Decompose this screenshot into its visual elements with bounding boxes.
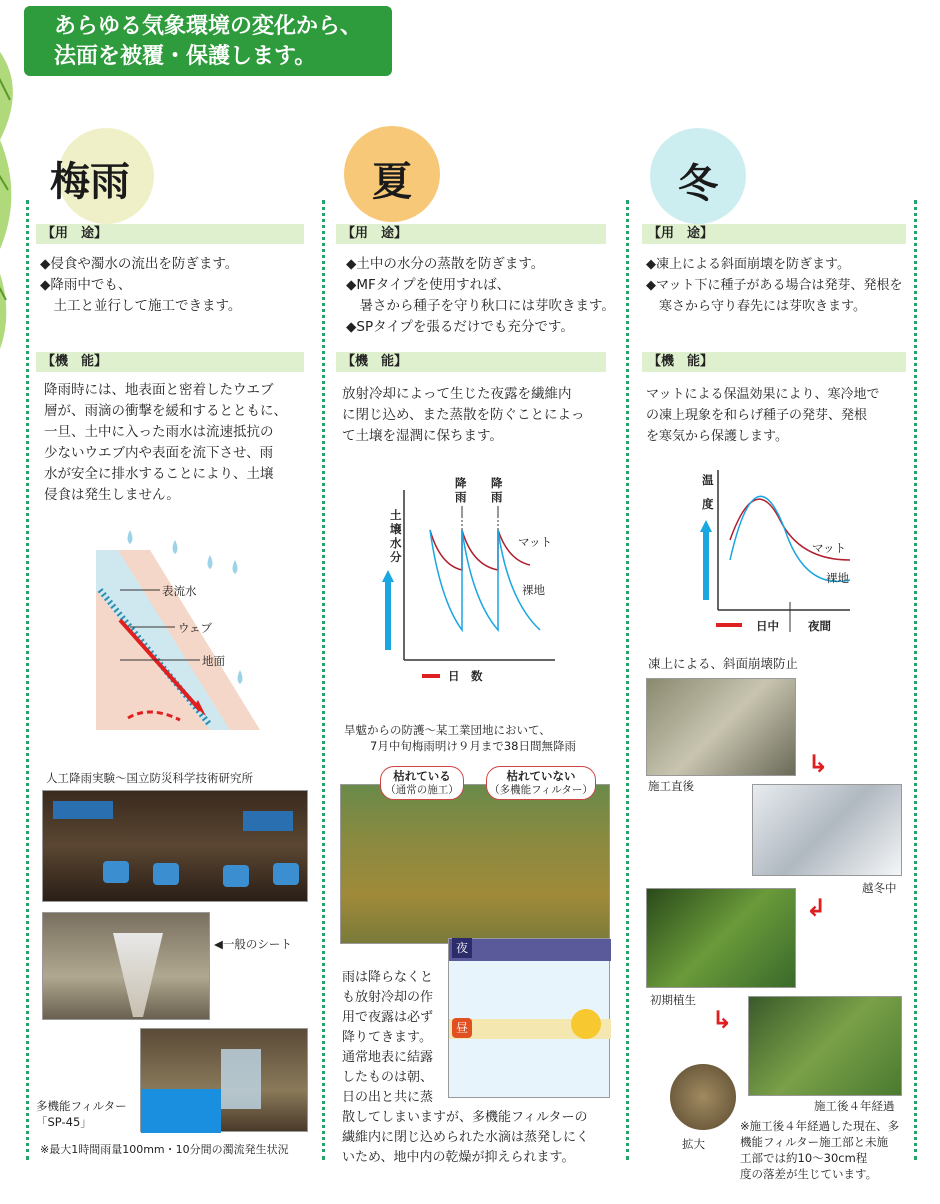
arrow-step-1: ↳ — [808, 750, 829, 778]
title-line-2: 法面を被覆・保護します。 — [54, 44, 317, 69]
label-wintering: 越冬中 — [862, 881, 897, 895]
photo-just-installed — [646, 678, 796, 776]
use-item: ◆土中の水分の蒸散を防ぎます。 — [346, 256, 545, 272]
chart-rain-1: 降雨 — [455, 476, 467, 504]
func-header-natsu: 【機 能】 — [336, 352, 606, 372]
chart-x-daytime: 日中 — [756, 619, 779, 633]
func-line: 一旦、土中に入った雨水は流速抵抗の — [44, 424, 274, 440]
func-line: 放射冷却によって生じた夜露を繊維内 — [342, 386, 572, 402]
chart-legend-mat-winter: マット — [812, 541, 847, 555]
callout-dead-line1: 枯れている — [393, 769, 451, 783]
label-filter-1: 多機能フィルター — [36, 1099, 127, 1113]
use-item: ◆マット下に種子がある場合は発芽、発根を — [646, 278, 903, 293]
label-four-years: 施工後４年経過 — [814, 1099, 895, 1113]
page-title — [24, 6, 392, 76]
photo-caption-natsu-2: 7月中旬梅雨明け９月まで38日間無降雨 — [370, 739, 576, 753]
column-divider — [322, 200, 325, 1160]
use-header-natsu: 【用 途】 — [336, 224, 606, 244]
photo-filter-sp45 — [140, 1028, 308, 1132]
note-line: 機能フィルター施工部と未施 — [740, 1135, 889, 1149]
label-normal-sheet: ◀一般のシート — [214, 937, 292, 951]
season-title-fuyu: 冬 — [678, 160, 718, 207]
func-text-natsu — [342, 384, 618, 447]
label-initial-vegetation: 初期植生 — [650, 993, 696, 1007]
use-item: 寒さから守り春先には芽吹きます。 — [646, 299, 866, 314]
callout-alive — [486, 766, 596, 800]
season-title-tsuyu: 梅雨 — [50, 158, 130, 205]
photo-rain-experiment — [42, 790, 308, 902]
use-header-tsuyu: 【用 途】 — [36, 224, 304, 244]
use-item: ◆SPタイプを張るだけでも充分です。 — [346, 319, 574, 335]
callout-alive-line2: （多機能フィルター） — [489, 784, 593, 796]
column-divider — [626, 200, 629, 1160]
title-line-1: あらゆる気象環境の変化から、 — [54, 14, 363, 39]
desc-line: 降りてきます。 — [342, 1030, 432, 1045]
func-line: に閉じ込め、また蒸散を防ぐことによっ — [342, 407, 585, 423]
note-line: 度の落差が生じています。 — [740, 1167, 878, 1181]
callout-alive-line1: 枯れていない — [506, 769, 576, 783]
callout-dead-line2: （通常の施工） — [385, 784, 459, 796]
func-line: 降雨時には、地表面と密着したウエブ — [44, 382, 274, 398]
chart-legend-bare-winter: 裸地 — [826, 571, 849, 585]
func-header-tsuyu: 【機 能】 — [36, 352, 304, 372]
chart-ylabel-temp: 温度 — [702, 473, 714, 511]
column-divider — [914, 200, 917, 1160]
desc-line: いため、地中内の乾燥が抑えられます。 — [342, 1150, 575, 1165]
desc-line: したものは朝、 — [342, 1070, 434, 1085]
column-divider — [26, 200, 29, 1160]
use-list-natsu — [346, 254, 615, 338]
desc-line: 用で夜露は必ず — [342, 1010, 434, 1025]
night-day-description — [342, 968, 612, 1168]
note-fuyu — [740, 1118, 912, 1182]
soil-moisture-chart — [380, 470, 560, 680]
func-line: 侵食は発生しません。 — [44, 487, 180, 503]
use-item: ◆凍上による斜面崩壊を防ぎます。 — [646, 257, 850, 272]
label-day: 昼 — [452, 1018, 472, 1038]
func-text-fuyu — [646, 384, 914, 447]
use-list-fuyu — [646, 254, 902, 317]
label-night: 夜 — [452, 938, 472, 958]
func-text-tsuyu — [44, 380, 314, 506]
photo-caption-tsuyu: 人工降雨実験～国立防災科学技術研究所 — [46, 771, 253, 785]
desc-line: 通常地表に結露 — [342, 1050, 434, 1065]
photo-initial-vegetation — [646, 888, 796, 988]
photo-caption-natsu-1: 旱魃からの防護～某工業団地において、 — [344, 723, 551, 737]
chart-rain-2: 降雨 — [491, 476, 503, 504]
func-line: 層が、雨滴の衝撃を緩和するとともに、 — [44, 403, 287, 419]
use-header-fuyu: 【用 途】 — [642, 224, 906, 244]
use-item: ◆侵食や濁水の流出を防ぎます。 — [40, 256, 239, 272]
label-zoom: 拡大 — [682, 1137, 705, 1151]
note-line: 工部では約10～30cm程 — [740, 1151, 868, 1165]
use-item: 暑さから種子を守り秋口には芽吹きます。 — [346, 298, 615, 314]
photo-zoom — [668, 1062, 738, 1132]
season-title-natsu: 夏 — [372, 158, 412, 205]
desc-line: 繊維内に閉じ込められた水滴は蒸発しにく — [342, 1130, 590, 1145]
desc-line: 日の出と共に蒸 — [342, 1090, 434, 1105]
label-just-installed: 施工直後 — [648, 779, 694, 793]
note-line: ※施工後４年経過した現在、多 — [740, 1119, 900, 1133]
func-line: を寒気から保護します。 — [646, 429, 788, 444]
func-line: 水が安全に排水することにより、土壌 — [44, 466, 274, 482]
label-ground: 地面 — [202, 654, 225, 668]
arrow-step-3: ↳ — [712, 1006, 733, 1034]
photo-wintering — [752, 784, 902, 876]
photo-normal-sheet — [42, 912, 210, 1020]
func-header-fuyu: 【機 能】 — [642, 352, 906, 372]
label-surface-water: 表流水 — [162, 584, 197, 598]
arrow-step-2: ↲ — [806, 894, 827, 922]
chart-x-night: 夜間 — [808, 619, 831, 633]
func-line: マットによる保温効果により、寒冷地で — [646, 387, 880, 402]
use-item: 土工と並行して施工できます。 — [40, 298, 242, 314]
callout-dead — [380, 766, 464, 800]
label-filter-2: 「SP-45」 — [36, 1115, 92, 1129]
use-list-tsuyu — [40, 254, 241, 317]
func-line: 少ないウエブ内や表面を流下させ、雨 — [44, 445, 274, 461]
use-item: ◆MFタイプを使用すれば、 — [346, 277, 511, 293]
desc-line: 雨は降らなくと — [342, 970, 434, 985]
chart-ylabel-soil: 土壌水分 — [390, 508, 402, 564]
chart-xlabel-days: 日 数 — [448, 669, 483, 683]
chart-legend-mat: マット — [518, 535, 553, 549]
func-line: の凍上現象を和らげ種子の発芽、発根 — [646, 408, 868, 423]
photo-drought-site — [340, 784, 610, 944]
footnote-tsuyu: ※最大1時間雨量100mm・10分間の濁流発生状況 — [40, 1143, 289, 1156]
desc-line: 散してしまいますが、多機能フィルターの — [342, 1110, 588, 1125]
use-item: ◆降雨中でも、 — [40, 277, 132, 293]
label-web: ウェブ — [178, 621, 213, 635]
chart-legend-bare: 裸地 — [522, 583, 545, 597]
photo-title-fuyu: 凍上による、斜面崩壊防止 — [648, 656, 799, 671]
desc-line: も放射冷却の作 — [342, 990, 434, 1005]
photo-four-years — [748, 996, 902, 1096]
func-line: て土壌を湿潤に保ちます。 — [342, 428, 503, 444]
